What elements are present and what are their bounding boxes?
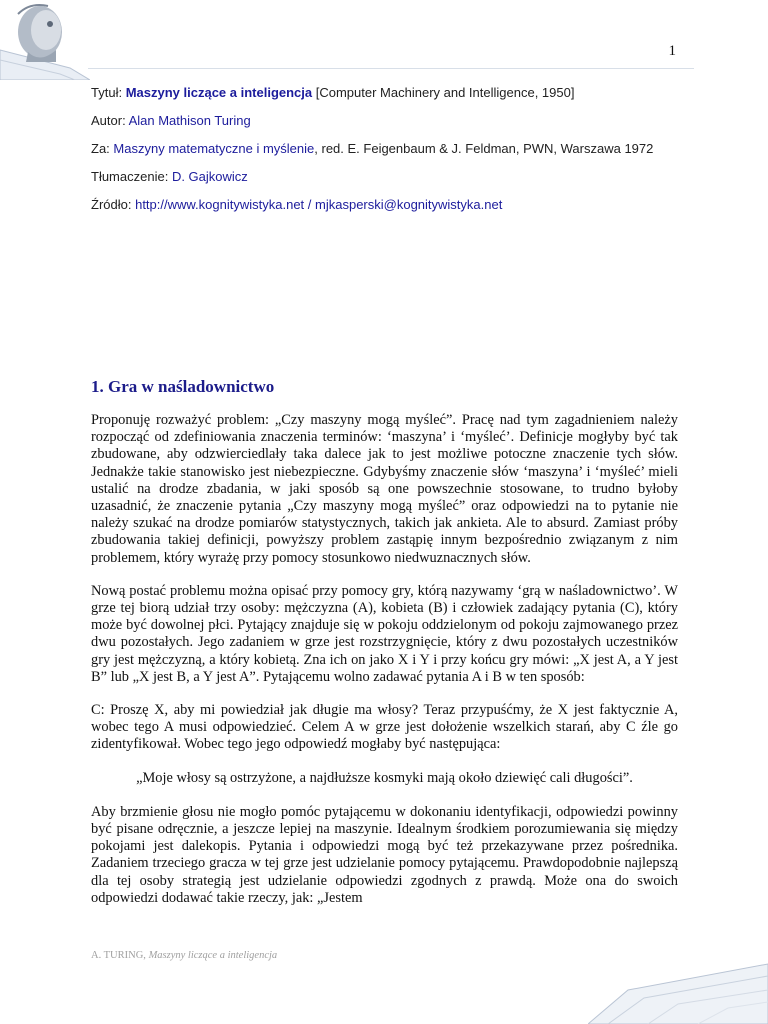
- title-line: [91, 86, 691, 114]
- translator-line: [91, 170, 691, 198]
- body-text: [91, 412, 678, 907]
- paragraph-2: Nową postać problemu można opisać przy pomocy gry, którą nazywamy ‘grą w naśladownictwo’. W grze tej biorą udział trzy osoby: mężczyzna (A), kobieta (B) i człowiek zadający pytania (C), który może być dowolnej płci. Pytający znajduje się w pokoju oddzielonym od pokoju zajmowanego przez dwu pozostałych. Jego zadaniem w grze jest rozstrzygnięcie, który z dwu pozostałych uczestników gry jest mężczyzną, a który kobietą. Zna ich on jako X i Y i przy końcu gry mówi: „X jest A, a Y jest B” lub „X jest B, a Y jest A”. Pytającemu wolno zadawać pytania A i B w ten sposób:: [91, 582, 678, 685]
- quote-paragraph: „Moje włosy są ostrzyżone, a najdłuższe kosmyki mają około dziewięć cali długości”.: [136, 769, 633, 786]
- title-label: Tytuł:: [91, 85, 123, 100]
- origin-email-link[interactable]: mjkasperski@kognitywistyka.net: [315, 197, 503, 212]
- paragraph-4: Aby brzmienie głosu nie mogło pomóc pytającemu w dokonaniu identyfikacji, odpowiedzi powinny być pisane odręcznie, a jeszcze lepiej na maszynie. Idealnym środkiem porozumiewania się między pokojami jest dalekopis. Pytania i odpowiedzi mogą być też przekazywane przez pośrednika. Zadaniem trzeciego gracza w tej grze jest udzielanie pomocy pytającemu. Prawdopodobnie najlepszą dla tej osoby strategią jest udzielanie odpowiedzi zgodnych z prawdą. Może ona do swoich odpowiedzi dodawać takie rzeczy, jak: „Jestem: [91, 803, 678, 906]
- paragraph-1: Proponuję rozważyć problem: „Czy maszyny mogą myśleć”. Pracę nad tym zagadnieniem należy rozpocząć od zdefiniowania znaczenia terminów: ‘maszyna’ i ‘myśleć’. Definicje mogłyby być tak zbudowane, aby odzwierciedlały taka dalece jak to jest możliwe potoczne znaczenie tych słów. Jednakże takie stanowisko jest niebezpieczne. Gdybyśmy znaczenie słów ‘maszyna’ i ‘myśleć’ mieli ustalić na drodze zbadania, w jaki sposób są one powszechnie stosowane, to trudno byłoby uzasadnić, że znaczenie pytania „Czy maszyny mogą myśleć” oraz odpowiedzi na to pytanie nie należy szukać na drodze pomiarów statystycznych, takich jak ankieta. Ale to absurd. Zamiast próby zbudowania takiej definicji, powyższy problem zastąpię innym bezpośrednio związanym z nim problemem, który wyrażę przy pomocy stosunkowo niedwuznacznych słów.: [91, 412, 678, 566]
- author-label: Autor:: [91, 113, 126, 128]
- origin-label: Źródło:: [91, 197, 132, 212]
- title-original: [Computer Machinery and Intelligence, 1950]: [315, 85, 575, 100]
- footer-decoration-icon: [588, 904, 768, 1024]
- origin-url-link[interactable]: http://www.kognitywistyka.net: [135, 197, 305, 212]
- robot-head-logo-icon: [0, 0, 90, 80]
- origin-separator: /: [304, 197, 316, 212]
- source-label: Za:: [91, 141, 110, 156]
- author-line: [91, 114, 691, 142]
- source-line: [91, 142, 691, 170]
- header-rule: [88, 68, 694, 69]
- translator-name: D. Gajkowicz: [171, 169, 248, 184]
- translator-label: Tłumaczenie:: [91, 169, 169, 184]
- source-details: , red. E. Feigenbaum & J. Feldman, PWN, Warszawa 1972: [314, 141, 654, 156]
- title-polish: Maszyny liczące a inteligencja: [125, 85, 313, 100]
- origin-line: [91, 198, 691, 226]
- footer: [91, 950, 277, 961]
- author-name: Alan Mathison Turing: [128, 113, 251, 128]
- document-metadata: [91, 86, 691, 226]
- paragraph-3: C: Proszę X, aby mi powiedział jak długie ma włosy? Teraz przypuśćmy, że X jest faktycznie A, wobec tego A musi odpowiedzieć. Celem A w grze jest dołożenie wszelkich starań, aby C źle go zidentyfikował. Wobec tego jego odpowiedź mogłaby być następująca:: [91, 702, 678, 753]
- source-book: Maszyny matematyczne i myślenie: [113, 141, 315, 156]
- page-number: 1: [668, 43, 676, 59]
- section-heading: 1. Gra w naśladownictwo: [91, 377, 275, 396]
- footer-author: A. TURING,: [91, 950, 146, 961]
- footer-title: Maszyny liczące a inteligencja: [148, 950, 278, 961]
